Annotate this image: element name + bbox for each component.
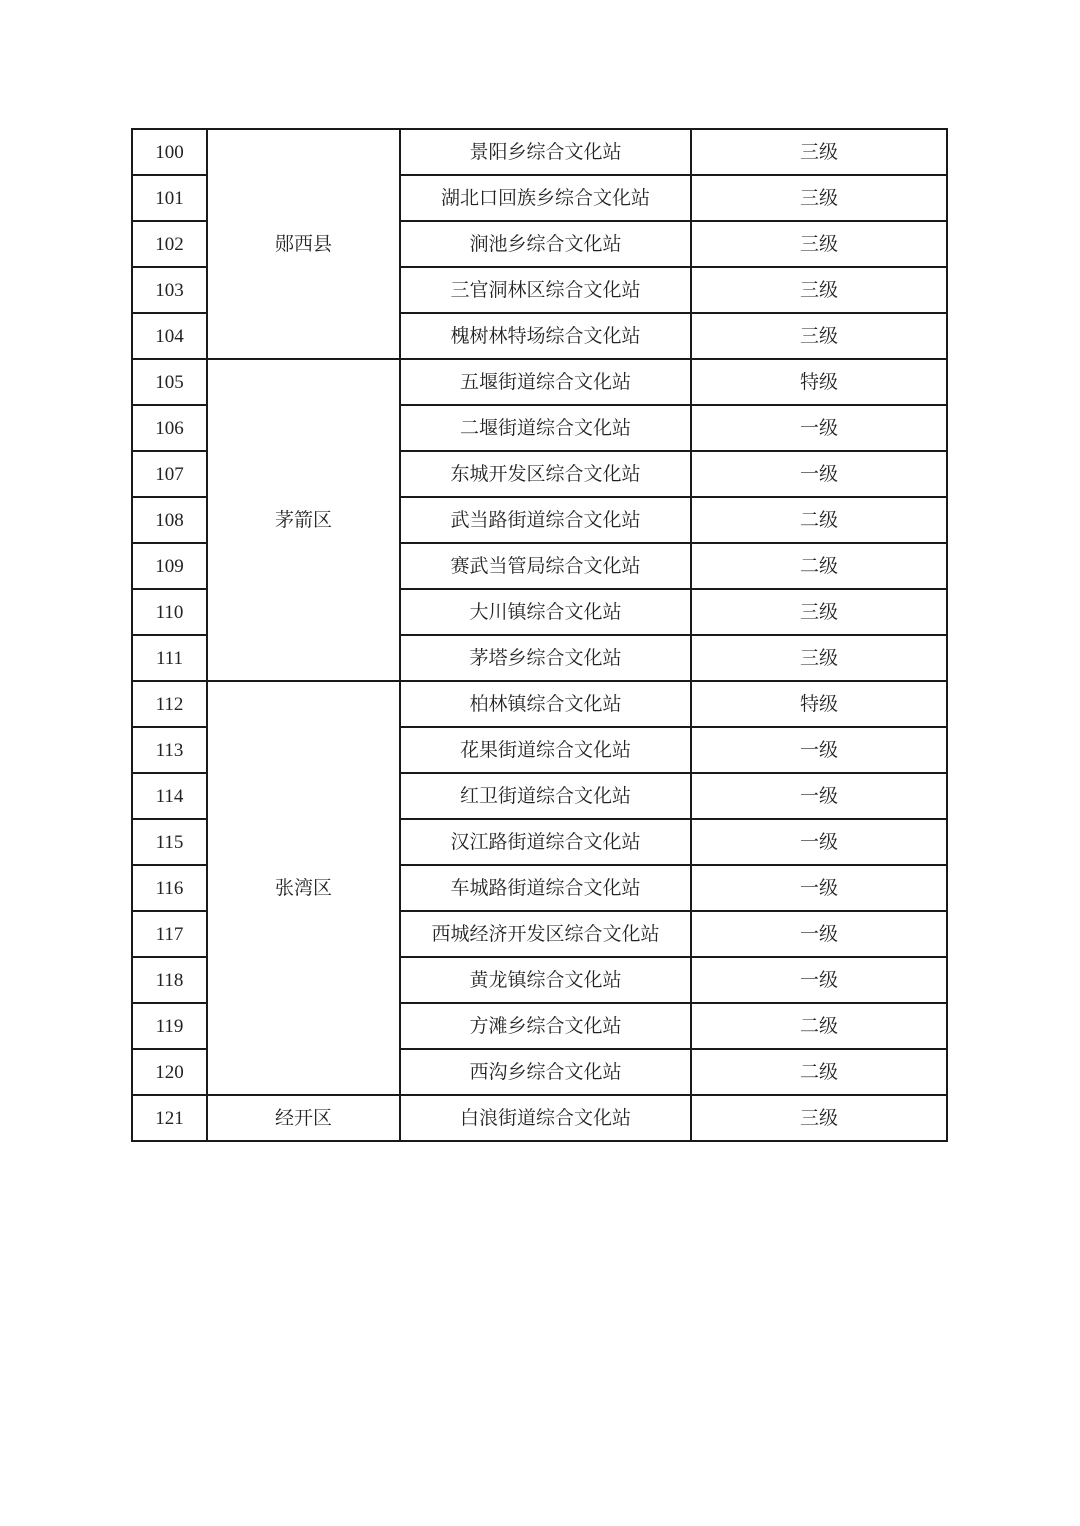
station-name: 大川镇综合文化站 [400,589,691,635]
table-row [132,681,947,727]
station-name: 东城开发区综合文化站 [400,451,691,497]
station-name: 西沟乡综合文化站 [400,1049,691,1095]
station-name: 赛武当管局综合文化站 [400,543,691,589]
row-number: 112 [132,681,207,727]
station-level: 三级 [691,1095,947,1141]
row-number: 120 [132,1049,207,1095]
row-number: 103 [132,267,207,313]
station-level: 二级 [691,1003,947,1049]
station-name: 景阳乡综合文化站 [400,129,691,175]
station-name: 花果街道综合文化站 [400,727,691,773]
station-level: 三级 [691,129,947,175]
row-number: 118 [132,957,207,1003]
station-level: 一级 [691,911,947,957]
row-number: 102 [132,221,207,267]
station-level: 一级 [691,865,947,911]
station-name: 槐树林特场综合文化站 [400,313,691,359]
station-name: 车城路街道综合文化站 [400,865,691,911]
table-row [132,129,947,175]
station-name: 柏林镇综合文化站 [400,681,691,727]
station-level: 三级 [691,589,947,635]
row-number: 107 [132,451,207,497]
station-name: 西城经济开发区综合文化站 [400,911,691,957]
station-level: 一级 [691,957,947,1003]
row-number: 100 [132,129,207,175]
culture-station-table [131,128,948,1142]
station-level: 三级 [691,635,947,681]
station-level: 三级 [691,175,947,221]
row-number: 101 [132,175,207,221]
row-number: 115 [132,819,207,865]
station-level: 三级 [691,221,947,267]
row-number: 108 [132,497,207,543]
station-level: 三级 [691,313,947,359]
station-name: 白浪街道综合文化站 [400,1095,691,1141]
station-level: 二级 [691,497,947,543]
table-body [132,129,947,1141]
station-name: 汉江路街道综合文化站 [400,819,691,865]
station-name: 湖北口回族乡综合文化站 [400,175,691,221]
district-cell: 茅箭区 [207,359,400,681]
table-row [132,359,947,405]
station-level: 二级 [691,543,947,589]
row-number: 117 [132,911,207,957]
station-name: 涧池乡综合文化站 [400,221,691,267]
station-name: 二堰街道综合文化站 [400,405,691,451]
district-cell: 张湾区 [207,681,400,1095]
station-level: 三级 [691,267,947,313]
row-number: 104 [132,313,207,359]
station-name: 三官洞林区综合文化站 [400,267,691,313]
table-row [132,1095,947,1141]
station-level: 一级 [691,727,947,773]
row-number: 121 [132,1095,207,1141]
station-name: 方滩乡综合文化站 [400,1003,691,1049]
station-name: 黄龙镇综合文化站 [400,957,691,1003]
row-number: 109 [132,543,207,589]
row-number: 113 [132,727,207,773]
row-number: 105 [132,359,207,405]
station-name: 茅塔乡综合文化站 [400,635,691,681]
row-number: 106 [132,405,207,451]
station-level: 一级 [691,405,947,451]
station-name: 红卫街道综合文化站 [400,773,691,819]
station-name: 武当路街道综合文化站 [400,497,691,543]
station-level: 二级 [691,1049,947,1095]
row-number: 110 [132,589,207,635]
row-number: 114 [132,773,207,819]
station-level: 特级 [691,681,947,727]
station-level: 特级 [691,359,947,405]
row-number: 119 [132,1003,207,1049]
district-cell: 经开区 [207,1095,400,1141]
station-level: 一级 [691,451,947,497]
district-cell: 郧西县 [207,129,400,359]
station-level: 一级 [691,773,947,819]
row-number: 111 [132,635,207,681]
station-level: 一级 [691,819,947,865]
row-number: 116 [132,865,207,911]
station-name: 五堰街道综合文化站 [400,359,691,405]
